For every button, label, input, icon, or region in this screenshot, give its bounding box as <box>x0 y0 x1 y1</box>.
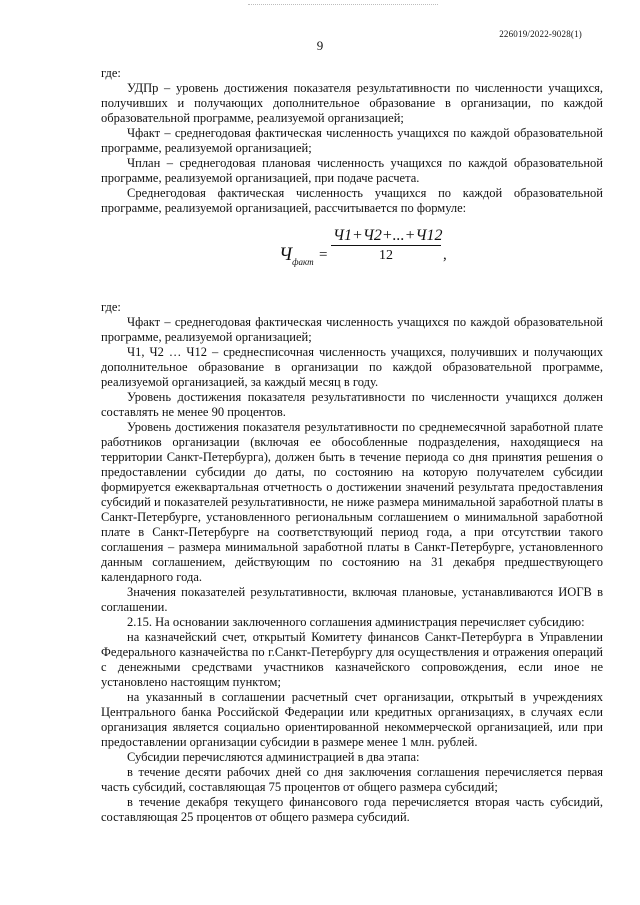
paragraph-settlement-account: на указанный в соглашении расчетный счет организации, открытый в учреждениях Центрального банка Российской Федерации или кредитных организациях, в случаях если организация является социально ориентированной некоммерческой организацией, или при предоставлении организации субсидии в размере менее 1 млн. рублей. <box>101 690 603 749</box>
document-body <box>101 66 603 825</box>
paragraph-stage-one: в течение десяти рабочих дней со дня заключения соглашения перечисляется первая часть субсидий, составляющая 75 процентов от общего размера субсидий; <box>101 765 603 794</box>
paragraph-two-stages: Субсидии перечисляются администрацией в два этапа: <box>127 750 420 764</box>
paragraph-treasury-account: на казначейский счет, открытый Комитету финансов Санкт-Петербурга в Управлении Федерального казначейства по г.Санкт-Петербургу для осуществления и отражения операций с денежными средствами участников казначейского сопровождения, если иное не установлено настоящим пунктом; <box>101 630 603 689</box>
formula-trailing-comma: , <box>443 247 447 263</box>
paragraph-chplan-definition: Чплан – среднегодовая плановая численность учащихся по каждой образовательной программе, реализуемой организацией, при подаче расчета. <box>101 156 603 185</box>
paragraph-gde-2: где: <box>101 300 121 314</box>
average-count-formula <box>101 228 603 286</box>
paragraph-udpr-definition: УДПр – уровень достижения показателя результативности по численности учащихся, получивших и получающих дополнительное образование в организации, по каждой образовательной программе, реализуемой организацией; <box>101 81 603 125</box>
formula-lhs: $Ч_{факт}$ <box>279 244 314 267</box>
formula-fraction <box>331 228 441 263</box>
document-number: 226019/2022-9028(1) <box>499 29 582 39</box>
formula-numerator: Ч1+Ч2+...+Ч12 <box>333 227 443 244</box>
page-number: 9 <box>316 38 324 53</box>
paragraph-gde-1: где: <box>101 66 121 80</box>
paragraph-chfakt-definition: Чфакт – среднегодовая фактическая численность учащихся по каждой образовательной программе, реализуемой организацией; <box>101 126 603 155</box>
paragraph-formula-intro: Среднегодовая фактическая численность учащихся по каждой образовательной программе, реализуемой организацией, рассчитывается по формуле: <box>101 186 603 215</box>
paragraph-salary-indicator: Уровень достижения показателя результативности по среднемесячной заработной плате работников организации (включая ее обособленные подразделения, находящиеся на территории Санкт-Петербурга), должен быть в течение периода со дня принятия решения о предоставлении субсидии до даты, по состоянию на которую получателем субсидии формируется ежеквартальная отчетность о достижении значений результата предоставления субсидий и показателей результативности, не ниже размера минимальной заработной платы в Санкт-Петербурге, установленного региональным соглашением о минимальной заработной плате в Санкт-Петербурге на соответствующий период года, а при отсутствии такого соглашения – размера минимальной заработной платы в Санкт-Петербурге, установленного данным соглашением, действующим по состоянию на 31 декабря предшествующего календарного года. <box>101 420 603 584</box>
paragraph-chfakt-definition-2: Чфакт – среднегодовая фактическая численность учащихся по каждой образовательной программе, реализуемой организацией; <box>101 315 603 344</box>
paragraph-indicator-values: Значения показателей результативности, включая плановые, устанавливаются ИОГВ в соглашении. <box>101 585 603 614</box>
scan-top-edge <box>248 0 438 5</box>
paragraph-threshold-90: Уровень достижения показателя результативности по численности учащихся должен составлять не менее 90 процентов. <box>101 390 603 419</box>
paragraph-monthly-counts: Ч1, Ч2 … Ч12 – среднесписочная численность учащихся, получивших и получающих дополнительное образование в организации по каждой образовательной программе, реализуемой организацией, за каждый месяц в году. <box>101 345 603 389</box>
formula-denominator: 12 <box>379 248 393 263</box>
formula-equals: = <box>319 247 328 263</box>
paragraph-stage-two: в течение декабря текущего финансового года перечисляется вторая часть субсидий, составляющая 25 процентов от общего размера субсидий. <box>101 795 603 824</box>
paragraph-2-15: 2.15. На основании заключенного соглашения администрация перечисляет субсидию: <box>127 615 585 629</box>
